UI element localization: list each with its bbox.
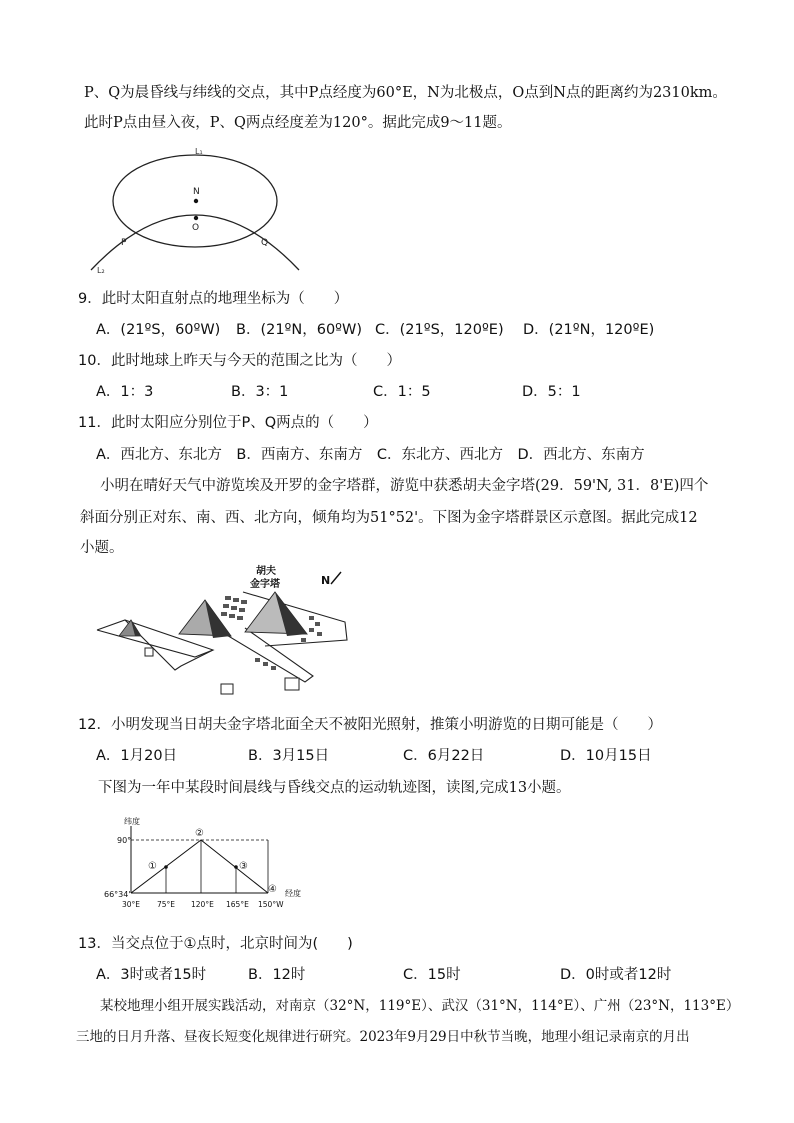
q13-option-d: D．0时或者12时 — [560, 967, 672, 983]
point-3 — [234, 865, 238, 869]
intro2-line2: 斜面分别正对东、南、西、北方向，倾角均为51°52'。下图为金字塔群景区示意图。据此完成12 — [80, 510, 698, 526]
point-n — [194, 199, 198, 203]
q10-option-b: B．3：1 — [231, 384, 289, 400]
q12-option-a: A．1月20日 — [96, 748, 178, 764]
north-arrow-icon — [331, 572, 341, 584]
q13-option-c: C．15时 — [403, 967, 461, 983]
q9-option-d: D．(21ºN，120ºE) — [523, 322, 655, 338]
x-tick-3: 165°E — [226, 900, 249, 909]
pyramid-site-figure — [95, 562, 350, 702]
q9-stem: 9．此时太阳直射点的地理坐标为（ ） — [78, 291, 349, 307]
trajectory-figure — [100, 812, 315, 914]
temple-right — [285, 678, 299, 690]
q9-option-b: B．(21ºN，60ºW) — [236, 322, 363, 338]
q12-stem: 12．小明发现当日胡夫金字塔北面全天不被阳光照射，推策小明游览的日期可能是（ ） — [78, 717, 662, 733]
north-label: N — [321, 574, 331, 587]
intro1-line1: P、Q为晨昏线与纬线的交点，其中P点经度为60°E，N为北极点，O点到N点的距离约为2310km。 — [84, 85, 727, 101]
q10-option-d: D．5：1 — [522, 384, 581, 400]
q12-option-c: C．6月22日 — [403, 748, 485, 764]
x-tick-1: 75°E — [157, 900, 176, 909]
q10-option-c: C．1：5 — [373, 384, 431, 400]
q11-stem: 11．此时太阳应分别位于P、Q两点的（ ） — [78, 415, 378, 431]
point-label-2: ② — [195, 828, 204, 839]
point-label-4: ④ — [268, 884, 277, 895]
label-l1: L₁ — [195, 147, 203, 156]
q9-option-a: A．(21ºS，60ºW) — [96, 322, 221, 338]
temple-left — [145, 648, 153, 656]
intro2-line3: 小题。 — [80, 540, 124, 556]
label-q: Q — [261, 238, 269, 248]
q10-stem: 10．此时地球上昨天与今天的范围之比为（ ） — [78, 353, 401, 369]
x-tick-0: 30°E — [122, 900, 141, 909]
intro3-line1: 下图为一年中某段时间晨线与昏线交点的运动轨迹图，读图,完成13小题。 — [98, 780, 571, 796]
q12-option-d: D．10月15日 — [560, 748, 652, 764]
khufu-label-line2: 金字塔 — [250, 579, 280, 590]
intro4-line1: 某校地理小组开展实践活动，对南京（32°N，119°E）、武汉（31°N，114°E）、广州（23°N，113°E） — [100, 998, 740, 1014]
intro4-line2: 三地的日月升落、昼夜长短变化规律进行研究。2023年9月29日中秋节当晚，地理小组记录南京的月出 — [76, 1029, 690, 1045]
label-p: P — [121, 238, 127, 248]
q13-option-b: B．12时 — [248, 967, 306, 983]
point-1 — [164, 865, 168, 869]
causeway-right — [225, 628, 313, 682]
q13-option-a: A．3时或者15时 — [96, 967, 207, 983]
temple-bottom — [221, 684, 233, 694]
q9-option-c: C．(21ºS，120ºE) — [375, 322, 504, 338]
q10-option-a: A．1：3 — [96, 384, 154, 400]
q11-options: A．西北方、东北方 B．西南方、东南方 C．东北方、西北方 D．西北方、东南方 — [96, 447, 645, 463]
ylabel: 纬度 — [124, 817, 140, 826]
label-n: N — [193, 187, 200, 197]
label-o: O — [192, 223, 200, 233]
khufu-label-line1: 胡夫 — [256, 566, 276, 577]
q13-stem: 13．当交点位于①点时，北京时间为( ) — [78, 936, 353, 952]
x-tick-4: 150°W — [258, 900, 284, 909]
point-label-1: ① — [148, 861, 157, 872]
terminator-figure — [88, 145, 308, 280]
label-l2: L₂ — [97, 266, 105, 275]
point-label-3: ③ — [239, 861, 248, 872]
point-o — [194, 216, 198, 220]
intro1-line2: 此时P点由昼入夜，P、Q两点经度差为120°。据此完成9～11题。 — [84, 115, 512, 131]
x-tick-2: 120°E — [191, 900, 214, 909]
q12-option-b: B．3月15日 — [248, 748, 330, 764]
y-bottom-label: 66°34' — [104, 890, 131, 899]
y-top-label: 90° — [117, 836, 132, 845]
intro2-line1: 小明在晴好天气中游览埃及开罗的金字塔群，游览中获悉胡夫金字塔(29．59'N, 31．8'E)四个 — [100, 478, 709, 494]
xlabel: 经度 — [285, 889, 301, 898]
